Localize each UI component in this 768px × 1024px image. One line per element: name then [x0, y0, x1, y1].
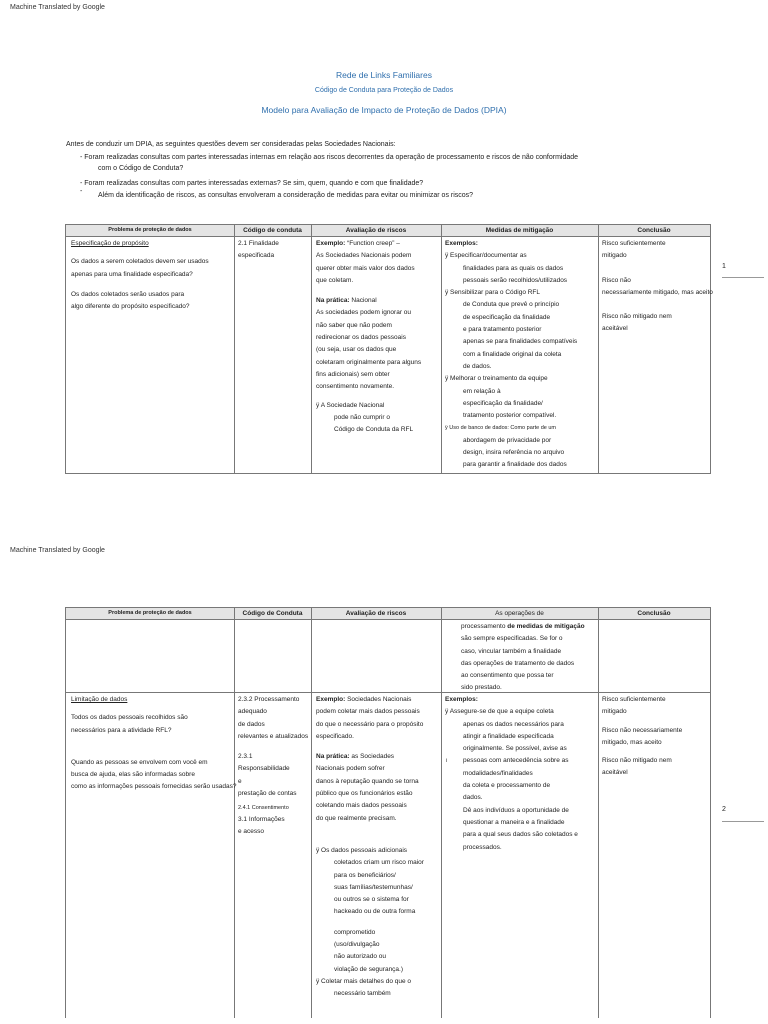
risk-text: do que o necessário para o propósito: [316, 720, 424, 728]
mitigation-label: Exemplos:: [445, 240, 478, 247]
mitigation-text: pessoas com antecedência sobre as: [463, 757, 569, 765]
mitigation-bullet: ÿ Melhorar o treinamento da equipe: [445, 375, 548, 383]
code-cell: [238, 238, 310, 263]
code-text: e: [238, 777, 242, 785]
mitigation-bullet: ÿ Sensibilizar para o Código RFL: [445, 289, 541, 297]
risk-text: ou outros se o sistema for: [334, 896, 409, 904]
code-text: de dados: [238, 720, 265, 728]
risk-practice-text: as Sociedades: [349, 753, 395, 761]
header-risk: Avaliação de riscos: [345, 610, 407, 617]
risk-text: coletando mais dados pessoais: [316, 802, 407, 810]
risk-text: não saber que não podem: [316, 321, 392, 329]
mitigation-bullet: ÿ Uso de banco de dados: Como parte de um: [445, 425, 556, 432]
risk-bullet: ÿ A Sociedade Nacional: [316, 401, 385, 409]
mitigation-text: de dados.: [463, 362, 492, 370]
mitigation-marker: i: [446, 758, 448, 764]
mitigation-text: para a qual seus dados são coletados e: [463, 831, 578, 839]
mitigation-text: atingir a finalidade especificada: [463, 732, 554, 740]
mitigation-text: da coleta e processamento de: [463, 782, 551, 790]
header-mitigation: Medidas de mitigação: [485, 227, 554, 234]
mitigation-text: apenas os dados necessários para: [463, 720, 564, 728]
conclusion-text: Risco não mitigado nem: [602, 313, 672, 321]
risk-text: para os beneficiários/: [334, 871, 396, 879]
mitigation-continued: [461, 621, 597, 695]
risk-example-label: Exemplo:: [316, 696, 346, 703]
risk-practice-label: Na prática:: [316, 297, 350, 305]
mitigation-text: com a finalidade original da coleta: [463, 350, 562, 358]
code-text: relevantes e atualizados: [238, 732, 309, 740]
dpia-table-page-1: [65, 224, 711, 474]
conclusion-text: aceitável: [602, 769, 628, 777]
code-text: 2.3.1: [238, 753, 253, 761]
conclusion-text: Risco suficientemente: [602, 240, 666, 247]
risk-text: podem coletar mais dados pessoais: [316, 708, 420, 716]
risk-text: As sociedades podem ignorar ou: [316, 309, 412, 317]
code-text: e acesso: [238, 828, 265, 836]
risk-text: que coletam.: [316, 276, 354, 284]
page-number-2: 2: [722, 806, 726, 813]
watermark: Machine Translated by Google: [10, 547, 105, 554]
intro-question-1: - Foram realizadas consultas com partes interessadas internas em relação aos riscos decorrentes da operação de processamento e riscos de não conformidade: [80, 154, 579, 161]
risk-text: do que realmente precisam.: [316, 814, 397, 822]
problem-cell: [71, 694, 237, 794]
risk-text: redirecionar os dados pessoais: [316, 334, 406, 342]
risk-text: (ou seja, usar os dados que: [316, 346, 397, 354]
mitigation-text: tratamento posterior compatível.: [463, 412, 557, 420]
mitigation-bullet: ÿ Especificar/documentar as: [445, 252, 527, 260]
risk-text: coletados criam um risco maior: [334, 859, 424, 867]
mitigation-text: para garantir a finalidade dos dados: [463, 461, 567, 469]
conclusion-text: Risco não necessariamente: [602, 726, 683, 734]
intro-question-3-dash: -: [80, 188, 83, 195]
risk-text: suas famílias/testemunhas/: [334, 883, 413, 891]
risk-text: público que os funcionários estão: [316, 790, 413, 798]
code-text: Responsabilidade: [238, 765, 290, 773]
risk-text: danos à reputação quando se torna: [316, 777, 419, 785]
problem-text: Todos os dados pessoais recolhidos são: [71, 714, 188, 722]
risk-bullet: ÿ Os dados pessoais adicionais: [316, 846, 408, 854]
mitigation-bold-text: de medidas de mitigação: [507, 623, 585, 630]
risk-text: especificado.: [316, 732, 354, 740]
problem-text: algo diferente do propósito especificado?: [71, 303, 190, 311]
header-conclusion: Conclusão: [637, 227, 671, 234]
mitigation-text: originalmente. Se possível, avise as: [463, 745, 567, 753]
conclusion-text: mitigado: [602, 252, 627, 260]
risk-text: Código de Conduta da RFL: [334, 426, 414, 434]
mitigation-text: ao consentimento que possa ter: [461, 672, 554, 680]
problem-text: Quando as pessoas se envolvem com você em: [71, 758, 208, 766]
mitigation-text: dados.: [463, 794, 483, 802]
code-cell-info: [238, 814, 310, 839]
code-text: 2.1 Finalidade: [238, 240, 279, 247]
risk-text: Nacionais podem sofrer: [316, 765, 385, 773]
conclusion-cell: [602, 694, 708, 780]
problem-text: Os dados a serem coletados devem ser usados: [71, 258, 209, 266]
mitigation-text: finalidades para as quais os dados: [463, 264, 564, 272]
risk-text: comprometido: [334, 928, 376, 936]
conclusion-text: Risco suficientemente: [602, 696, 666, 703]
risk-cell: [316, 238, 440, 436]
risk-practice-text: Nacional: [349, 297, 377, 305]
mitigation-label: Exemplos:: [445, 696, 478, 703]
mitigation-text: especificação da finalidade/: [463, 399, 543, 407]
mitigation-cell: [445, 694, 597, 854]
risk-practice-label: Na prática:: [316, 753, 350, 761]
problem-text: Os dados coletados serão usados para: [71, 290, 185, 298]
mitigation-text: abordagem de privacidade por: [463, 436, 552, 444]
risk-example-label: Exemplo:: [316, 240, 346, 247]
risk-text: não autorizado ou: [334, 953, 387, 961]
risk-text: pode não cumprir o: [334, 413, 391, 421]
code-text: especificada: [238, 252, 275, 260]
risk-bullet: ÿ Coletar mais detalhes do que o: [316, 977, 412, 985]
mitigation-text: são sempre especificadas. Se for o: [461, 635, 563, 643]
code-cell: [238, 694, 310, 800]
problem-text: apenas para uma finalidade especificada?: [71, 270, 193, 278]
mitigation-bullet: ÿ Assegure-se de que a equipe coleta: [445, 708, 554, 716]
mitigation-text: design, insira referência no arquivo: [463, 449, 565, 457]
document-subtitle: Código de Conduta para Proteção de Dados: [314, 87, 454, 94]
header-conclusion: Conclusão: [637, 610, 671, 617]
intro-question-2: - Foram realizadas consultas com partes interessadas externas? Se sim, quem, quando e com que finalidade?: [80, 180, 424, 187]
risk-text: hackeado ou de outra forma: [334, 908, 416, 916]
watermark: Machine Translated by Google: [10, 4, 105, 11]
risk-text: coletaram originalmente para alguns: [316, 358, 422, 366]
header-code: Código de conduta: [243, 227, 302, 234]
risk-text: necessário também: [334, 990, 391, 998]
dpia-table-page-2: [65, 607, 711, 1018]
mitigation-text: de especificação da finalidade: [463, 313, 551, 321]
mitigation-cell: [445, 238, 597, 472]
code-text: prestação de contas: [238, 790, 297, 798]
mitigation-text: das operações de tratamento de dados: [461, 659, 575, 667]
risk-example-text: “Function creep” –: [345, 240, 400, 247]
header-code: Código de Conduta: [242, 610, 303, 617]
code-text: 3.1 Informações: [238, 816, 285, 823]
mitigation-text: sido prestado.: [461, 684, 502, 692]
mitigation-text: apenas se para finalidades compatíveis: [463, 338, 578, 346]
intro-lead: Antes de conduzir um DPIA, as seguintes questões devem ser consideradas pelas Sociedades Nacionais:: [66, 141, 396, 148]
problem-text: como as informações pessoais fornecidas serão usadas?: [71, 783, 237, 791]
risk-cell: [316, 694, 440, 1001]
problem-cell: [71, 238, 231, 313]
code-text: adequado: [238, 708, 267, 716]
risk-text: fins adicionais) sem obter: [316, 370, 390, 378]
mitigation-text: processados.: [463, 843, 502, 851]
risk-text: querer obter mais valor dos dados: [316, 264, 415, 272]
mitigation-text: caso, vincular também a finalidade: [461, 647, 562, 655]
mitigation-text: questionar a maneira e a finalidade: [463, 818, 565, 826]
problem-text: necessários para a atividade RFL?: [71, 726, 172, 734]
intro-question-3: Além da identificação de riscos, as consultas envolveram a consideração de medidas para evitar ou minimizar os riscos?: [98, 192, 474, 199]
mitigation-text: de Conduta que prevê o princípio: [463, 301, 560, 309]
mitigation-text: em relação à: [463, 387, 501, 395]
conclusion-cell: [602, 238, 713, 336]
conclusion-text: Risco não mitigado nem: [602, 757, 672, 765]
conclusion-text: mitigado: [602, 708, 627, 716]
risk-example-text: Sociedades Nacionais: [345, 696, 412, 703]
code-consent: 2.4.1 Consentimento: [238, 805, 289, 811]
header-mitigation: As operações de: [495, 610, 544, 617]
risk-text: (uso/divulgação: [334, 941, 380, 949]
document-heading: Modelo para Avaliação de Impacto de Proteção de Dados (DPIA): [261, 105, 507, 115]
conclusion-text: necessariamente mitigado, mas aceito: [602, 288, 713, 296]
mitigation-text: pessoais serão recolhidos/utilizados: [463, 276, 568, 284]
intro-question-1-cont: com o Código de Conduta?: [98, 165, 184, 172]
conclusion-text: Risco não: [602, 276, 631, 284]
header-problem: Problema de proteção de dados: [108, 227, 192, 233]
header-risk: Avaliação de riscos: [345, 227, 407, 234]
mitigation-text: Dê aos indivíduos a oportunidade de: [463, 806, 569, 814]
code-text: 2.3.2 Processamento: [238, 696, 300, 703]
mitigation-text: processamento: [461, 623, 508, 630]
mitigation-text: modalidades/finalidades: [463, 769, 533, 777]
problem-title: Especificação de propósito: [71, 240, 149, 247]
conclusion-text: aceitável: [602, 325, 628, 333]
risk-text: violação de segurança.): [334, 965, 404, 973]
header-problem: Problema de proteção de dados: [108, 610, 192, 616]
risk-text: As Sociedades Nacionais podem: [316, 252, 412, 260]
problem-text: busca de ajuda, elas são informadas sobre: [71, 771, 195, 779]
problem-title: Limitação de dados: [71, 696, 128, 703]
conclusion-text: mitigado, mas aceito: [602, 738, 662, 746]
risk-text: consentimento novamente.: [316, 383, 395, 391]
document-title: Rede de Links Familiares: [336, 70, 432, 80]
page-number-1: 1: [722, 263, 726, 270]
mitigation-text: e para tratamento posterior: [463, 326, 542, 334]
